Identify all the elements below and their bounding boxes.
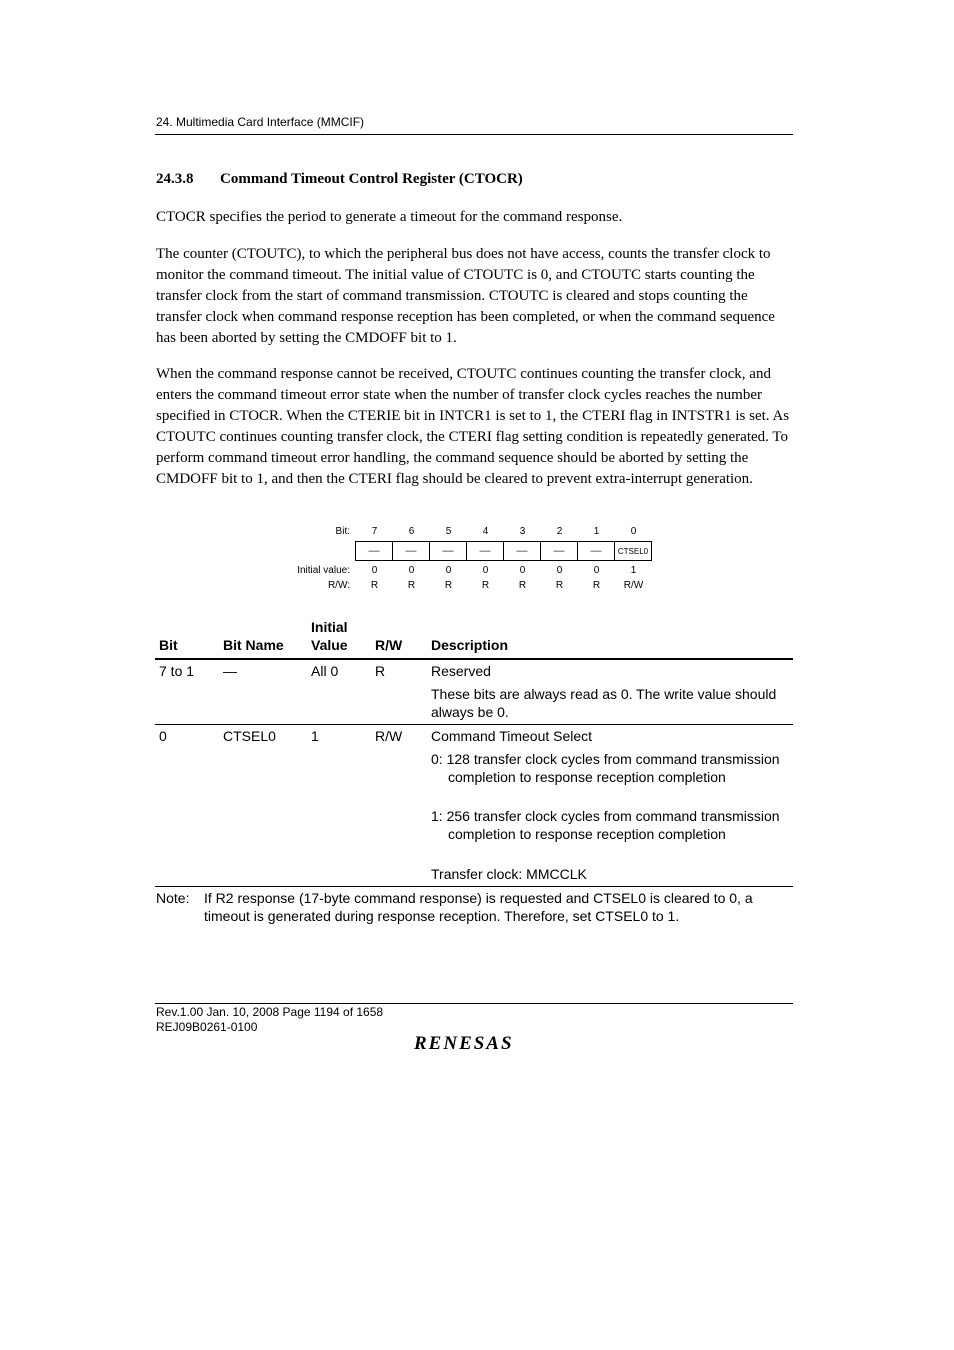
cell-description: Command Timeout Select [431, 728, 593, 744]
cell-description: 1: 256 transfer clock cycles from command transmission completion to response reception completion [431, 808, 780, 842]
note-text: If R2 response (17-byte command response) is requested and CTSEL0 is cleared to 0, a timeout is generated during response reception. Therefore, set CTSEL0 to 1. [204, 890, 753, 924]
table-bottom-rule [155, 886, 793, 887]
register-initial-label: Initial value: [297, 565, 350, 576]
cell-description: 0: 128 transfer clock cycles from command transmission completion to response reception completion [431, 751, 780, 785]
cell-rw: R [375, 663, 386, 679]
register-field: — [356, 542, 393, 560]
register-field: — [393, 542, 430, 560]
table-header-bit-name: Bit Name [223, 637, 284, 653]
footer-revision: Rev.1.00 Jan. 10, 2008 Page 1194 of 1658 [156, 1005, 384, 1019]
section-title: Command Timeout Control Register (CTOCR) [220, 171, 523, 187]
register-bit-number: 0 [630, 526, 637, 537]
cell-rw: R/W [375, 728, 403, 744]
register-field: — [578, 542, 615, 560]
register-rw-value: R [407, 580, 416, 591]
register-initial-value: 0 [445, 565, 452, 576]
register-rw-value: R/W [623, 580, 644, 591]
register-initial-value: 0 [482, 565, 489, 576]
cell-bit: 0 [159, 728, 167, 744]
register-rw-value: R [555, 580, 564, 591]
register-bit-number: 7 [371, 526, 378, 537]
register-field: — [504, 542, 541, 560]
register-field-box [355, 541, 652, 561]
register-bit-number: 6 [408, 526, 415, 537]
register-rw-value: R [444, 580, 453, 591]
register-rw-value: R [592, 580, 601, 591]
register-initial-value: 0 [519, 565, 526, 576]
register-rw-value: R [481, 580, 490, 591]
table-header-rule [155, 658, 793, 660]
register-initial-value: 0 [556, 565, 563, 576]
register-initial-value: 0 [371, 565, 378, 576]
table-row-rule [155, 724, 793, 725]
register-rw-label: R/W: [327, 580, 350, 591]
cell-initial: All 0 [311, 663, 339, 679]
register-bit-number: 2 [556, 526, 563, 537]
note-label: Note: [156, 890, 190, 906]
register-field-ctsel0: CTSEL0 [617, 546, 649, 556]
footer-document-number: REJ09B0261-0100 [156, 1020, 258, 1034]
register-initial-value: 0 [593, 565, 600, 576]
cell-bit-name: — [223, 663, 237, 679]
register-initial-value: 0 [408, 565, 415, 576]
register-bit-number: 1 [593, 526, 600, 537]
register-bit-number: 4 [482, 526, 489, 537]
cell-initial: 1 [311, 728, 319, 744]
footer-rule [155, 1003, 793, 1004]
cell-description: Reserved [431, 663, 491, 679]
table-header-initial-line1: Initial [311, 619, 348, 635]
cell-bit-name: CTSEL0 [223, 728, 276, 744]
header-rule [155, 134, 793, 135]
table-header-initial-line2: Value [311, 637, 348, 653]
cell-description: These bits are always read as 0. The write value should always be 0. [431, 686, 777, 720]
renesas-logo: RENESAS [414, 1033, 514, 1054]
cell-description: Transfer clock: MMCCLK [431, 866, 587, 882]
register-bit-label: Bit: [335, 526, 350, 537]
register-initial-value: 1 [630, 565, 637, 576]
register-field: — [467, 542, 504, 560]
cell-bit: 7 to 1 [159, 663, 195, 679]
register-bit-number: 3 [519, 526, 526, 537]
table-header-rw: R/W [375, 637, 403, 653]
paragraph-timeout: When the command response cannot be received, CTOUTC continues counting the transfer clock, and enters the command timeout error state when the number of transfer clock cycles reaches the number specified in CTOCR. When the CTERIE bit in INTCR1 is set to 1, the CTERI flag in INTSTR1 is set. As CTOUTC continues counting transfer clock, the CTERI flag setting condition is repeatedly generated. To perform command timeout error handling, the command sequence should be aborted by setting the CMDOFF bit to 1, and then the CTERI flag should be cleared to prevent extra-interrupt generation. [156, 366, 790, 487]
paragraph-counter: The counter (CTOUTC), to which the peripheral bus does not have access, counts the transfer clock to monitor the command timeout. The initial value of CTOUTC is 0, and CTOUTC starts counting the transfer clock from the start of command transmission. CTOUTC is cleared and stops counting the transfer clock when command response reception has been completed, or when the command sequence has been aborted by setting the CMDOFF bit to 1. [156, 246, 775, 346]
paragraph-intro: CTOCR specifies the period to generate a timeout for the command response. [156, 209, 623, 225]
table-header-bit: Bit [159, 637, 178, 653]
register-rw-value: R [518, 580, 527, 591]
table-header-description: Description [431, 637, 509, 653]
running-header: 24. Multimedia Card Interface (MMCIF) [156, 115, 365, 129]
section-number: 24.3.8 [156, 171, 194, 187]
register-field: — [430, 542, 467, 560]
register-field: — [541, 542, 578, 560]
register-rw-value: R [370, 580, 379, 591]
register-bit-number: 5 [445, 526, 452, 537]
section-heading [156, 171, 523, 188]
